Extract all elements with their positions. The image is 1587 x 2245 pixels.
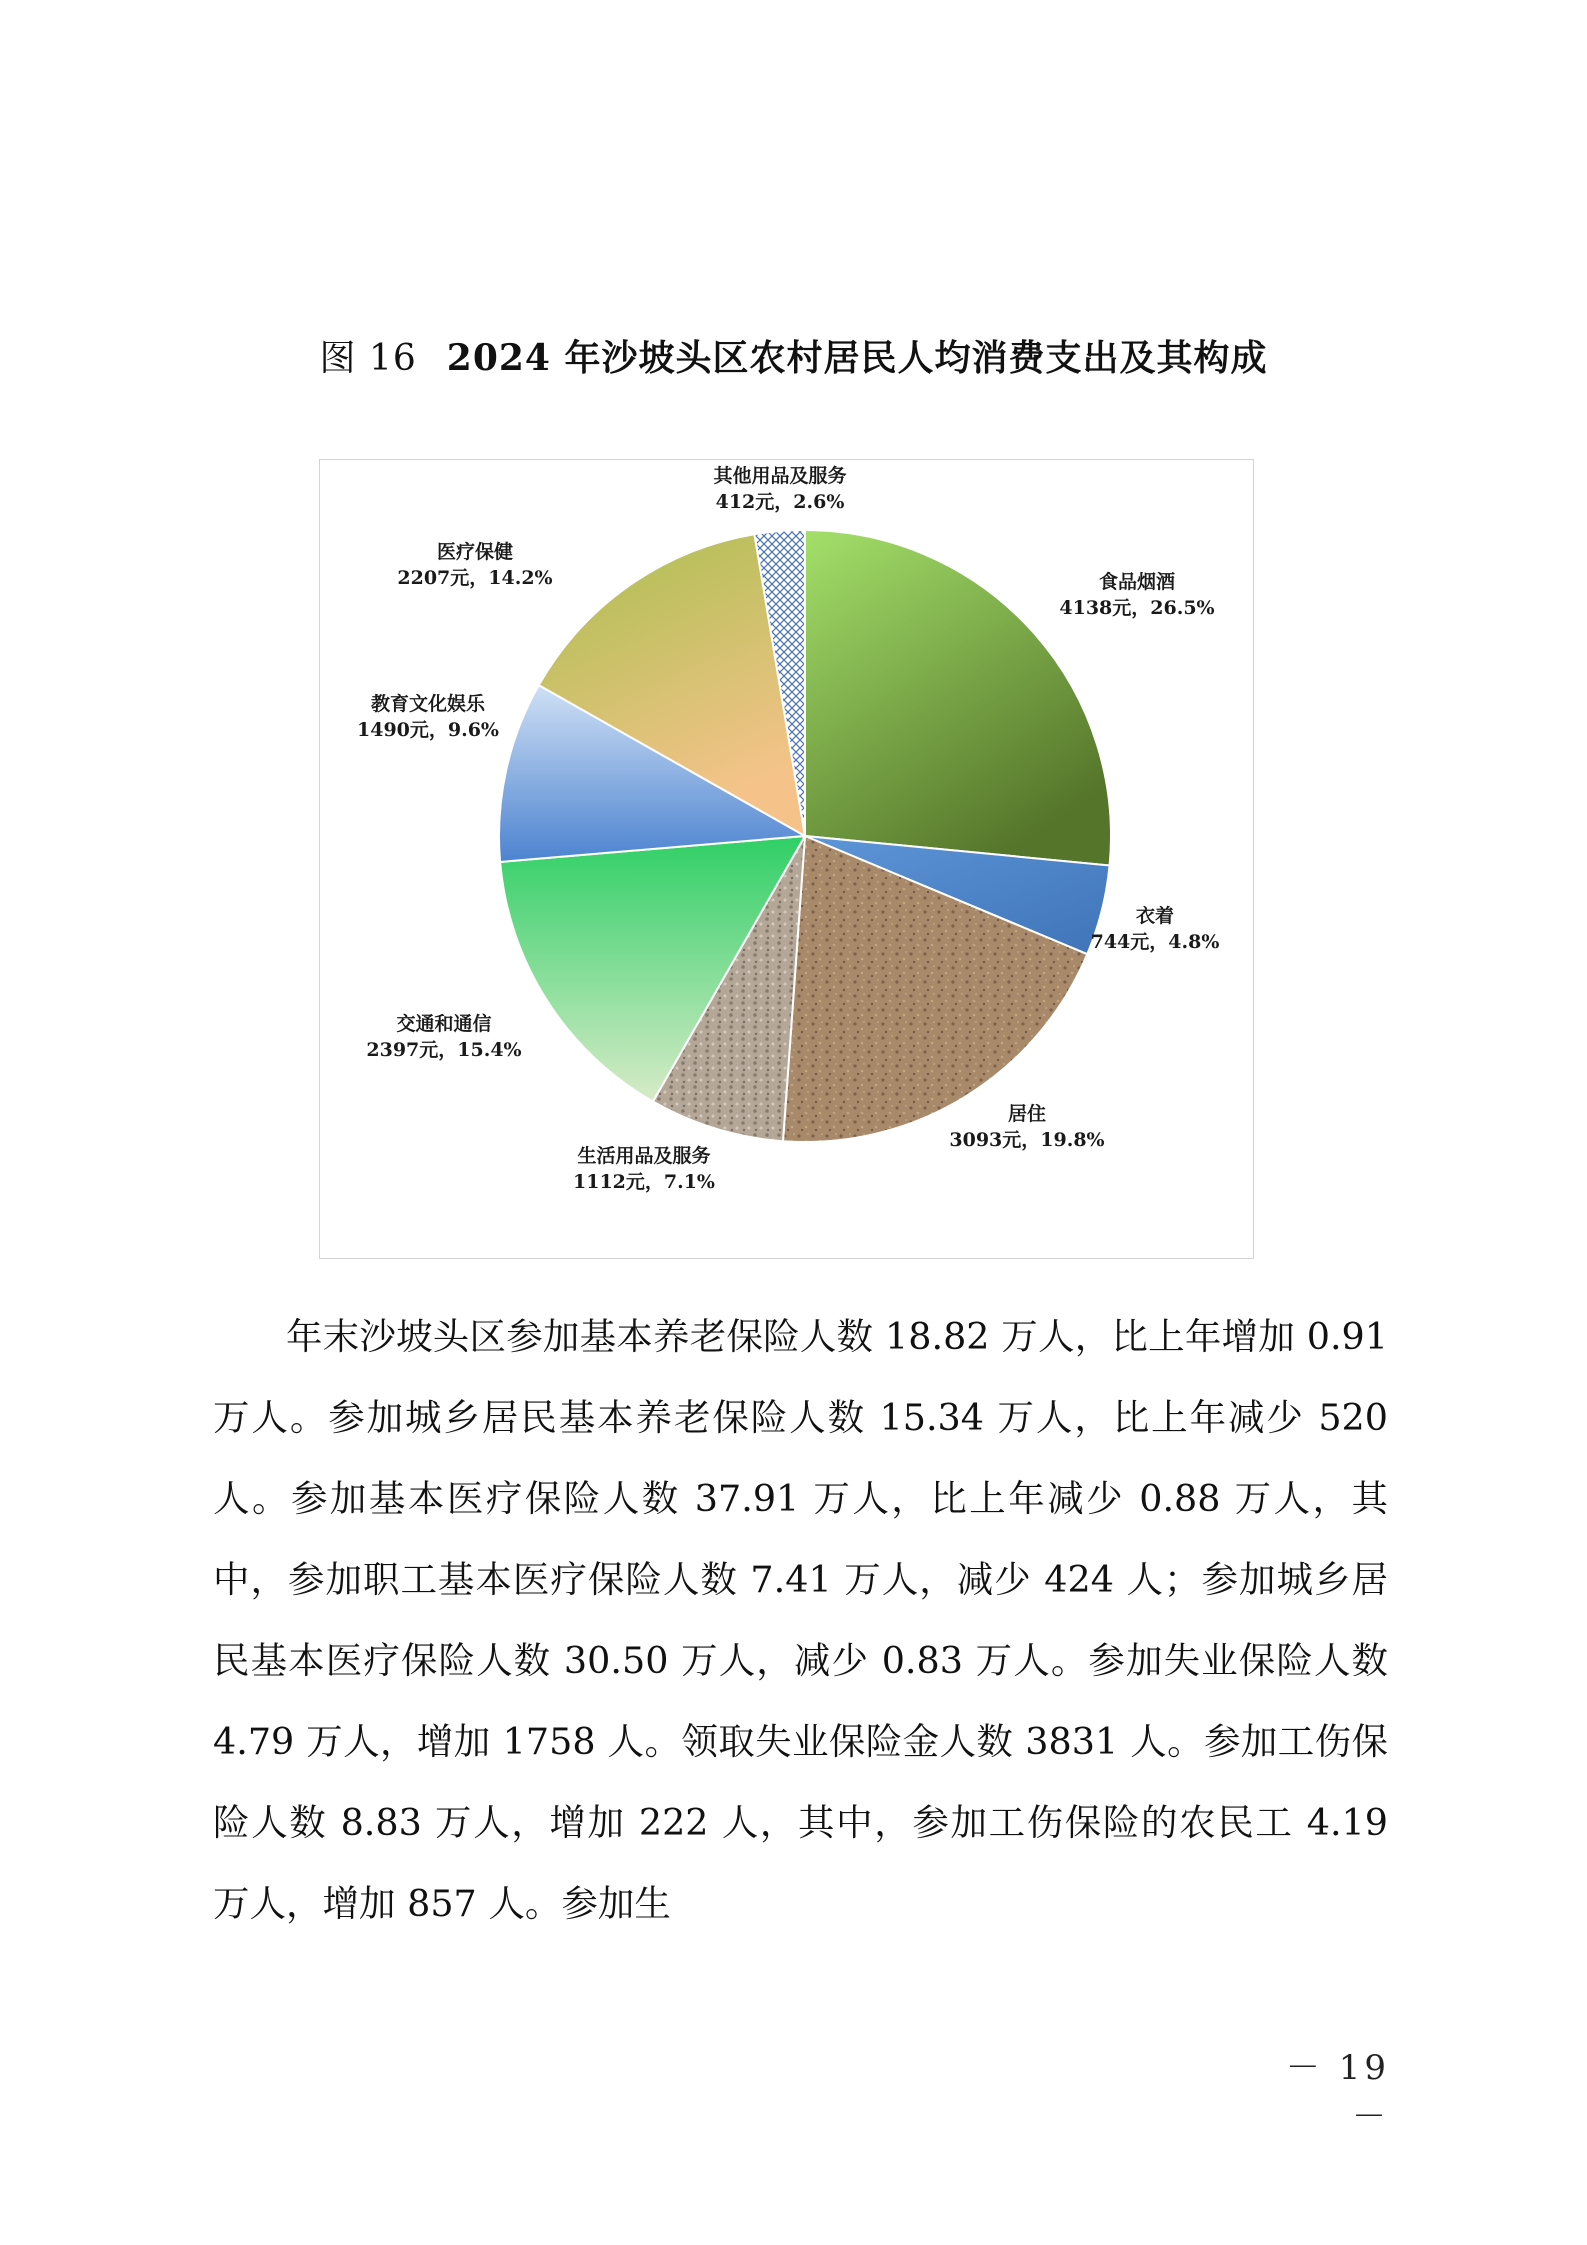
slice-label-name: 生活用品及服务 [577, 1145, 711, 1167]
slice-label-value: 3093元，19.8% [949, 1129, 1105, 1151]
slice-label-value: 4138元，26.5% [1059, 597, 1215, 619]
slice-label-value: 744元，4.8% [1090, 931, 1220, 953]
slice-label-value: 2207元，14.2% [397, 567, 553, 589]
slice-label-value: 2397元，15.4% [366, 1039, 522, 1061]
page-number: － 19 － [1285, 2048, 1390, 2137]
slice-label-value: 1112元，7.1% [573, 1171, 715, 1193]
figure-title: 2024 年沙坡头区农村居民人均消费支出及其构成 [446, 337, 1268, 379]
pie-slice-1 [805, 530, 1111, 866]
slice-label-name: 教育文化娱乐 [370, 693, 486, 715]
slice-label-value: 412元，2.6% [715, 491, 845, 513]
slice-label-name: 交通和通信 [396, 1013, 492, 1035]
body-paragraph: 年末沙坡头区参加基本养老保险人数 18.82 万人，比上年增加 0.91 万人。参加城乡居民基本养老保险人数 15.34 万人，比上年减少 520 人。参加基本医疗保险人数 37.91 万人，比上年减少 0.88 万人，其中，参加职工基本医疗保险人数 7.41 万人，减少 424 人；参加城乡居民基本医疗保险人数 30.50 万人，减少 0.83 万人。参加失业保险人数 4.79 万人，增加 1758 人。领取失业保险金人数 3831 人。参加工伤保险人数 8.83 万人，增加 222 人，其中，参加工伤保险的农民工 4.19 万人，增加 857 人。参加生 [213, 1315, 1388, 1925]
figure-number: 图 16 [319, 338, 417, 379]
slice-label-name: 医疗保健 [436, 541, 514, 563]
slice-label-name: 其他用品及服务 [713, 465, 847, 487]
slice-label-name: 衣着 [1135, 905, 1175, 927]
figure-caption [0, 330, 1587, 381]
pie-chart-frame [319, 459, 1254, 1259]
slice-label-value: 1490元，9.6% [357, 719, 499, 741]
slice-label-name: 居住 [1007, 1103, 1047, 1125]
pie-chart [320, 460, 1255, 1260]
slice-label-name: 食品烟酒 [1098, 571, 1176, 593]
